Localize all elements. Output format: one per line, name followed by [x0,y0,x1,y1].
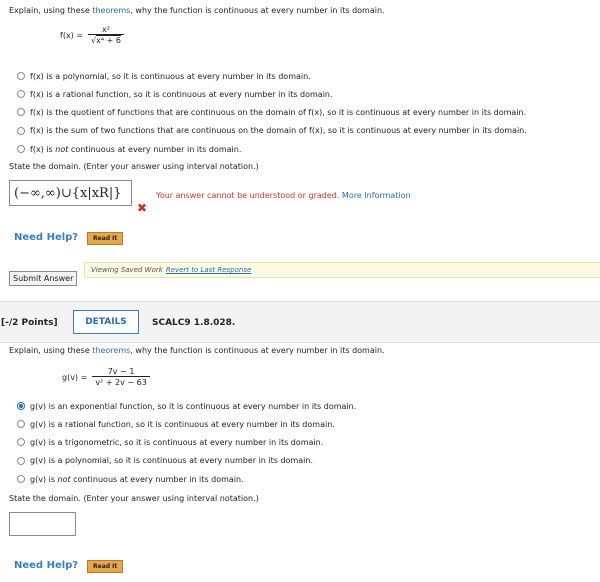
details-button[interactable]: DETAILS [73,310,139,334]
incorrect-icon: ✖ [137,201,148,215]
q1-option-1[interactable] [17,67,527,85]
q1-option-4-label: f(x) is the sum of two functions that are continuous on the domain of f(x), so it is continuous at every number in its domain. [30,126,527,135]
q2-domain-prompt: State the domain. (Enter your answer using interval notation.) [9,494,259,503]
submit-answer-button[interactable]: Submit Answer [9,271,77,286]
q2-option-2[interactable] [17,415,356,433]
q2-points: [-/2 Points] [1,318,58,328]
q1-domain-prompt: State the domain. (Enter your answer using interval notation.) [9,162,259,171]
q2-option-2-radio[interactable] [17,420,25,428]
q2-read-it-button[interactable]: Read It [87,560,123,573]
q1-prompt-text: Explain, using these [9,6,93,15]
q1-numerator: x² [102,25,110,34]
q1-error-message [156,191,411,200]
q2-problem-code: SCALC9 1.8.028. [152,318,236,328]
q1-option-4-radio[interactable] [17,127,25,135]
q2-answer-input[interactable] [9,512,76,536]
q1-options [17,67,527,158]
q2-numerator: 7v − 1 [107,367,135,376]
q2-need-help-label: Need Help? [14,560,79,571]
q1-option-1-radio[interactable] [17,72,25,80]
q1-need-help-label: Need Help? [14,232,79,243]
q1-option-3-label: f(x) is the quotient of functions that are continuous on the domain of f(x), so it is continuous at every number in its domain. [30,107,527,117]
q2-option-5-radio[interactable] [17,475,25,483]
revert-link[interactable]: Revert to Last Response [165,266,252,274]
q1-option-5[interactable] [17,140,527,158]
q2-prompt-text-end: , why the function is continuous at every number in its domain. [130,346,385,355]
q2-option-3-label: g(v) is a trigonometric, so it is continuous at every number in its domain. [30,437,324,447]
q1-read-it-button[interactable]: Read It [87,232,123,245]
q2-options [17,397,356,488]
q2-option-5[interactable] [17,470,356,488]
q1-function-label: f(x) = [60,30,84,40]
q1-option-1-label: f(x) is a polynomial, so it is continuous at every number in its domain. [30,71,311,81]
q1-radicand: x⁴ + 6 [96,36,121,45]
q2-option-4[interactable] [17,451,356,470]
q2-function [62,367,150,387]
q2-theorems-link[interactable]: theorems [92,346,131,355]
q1-option-4[interactable] [17,121,527,140]
q2-option-5-label: g(v) is not continuous at every number in its domain. [30,474,244,484]
q1-option-5-radio[interactable] [17,145,25,153]
q1-answer-input[interactable] [9,180,132,206]
q1-option-2[interactable] [17,85,527,103]
q1-function-fraction [88,25,124,45]
q2-option-1-radio[interactable] [17,402,25,410]
q2-function-label: g(v) = [62,372,88,382]
q2-option-1[interactable] [17,397,356,415]
q2-option-4-radio[interactable] [17,457,25,465]
saved-work-banner [84,262,600,278]
q1-option-5-label: f(x) is not continuous at every number in its domain. [30,144,242,154]
q2-denominator: v² + 2v − 63 [92,376,150,387]
q1-function [60,25,124,45]
q1-option-3[interactable] [17,103,527,121]
q2-function-fraction [92,367,150,387]
saved-work-text: Viewing Saved Work [91,266,163,274]
q1-answer-value: (−∞,∞)∪{x|xR|} [14,185,122,201]
q2-option-3[interactable] [17,433,356,451]
q2-option-3-radio[interactable] [17,438,25,446]
q1-prompt-text-end: , why the function is continuous at every number in its domain. [130,6,385,15]
q1-option-2-radio[interactable] [17,90,25,98]
q2-prompt [9,346,385,355]
q2-option-2-label: g(v) is a rational function, so it is continuous at every number in its domain. [30,419,335,429]
q2-option-1-label: g(v) is an exponential function, so it is continuous at every number in its domain. [30,401,357,411]
q1-denominator: √x⁴ + 6 [88,34,124,45]
q1-theorems-link[interactable]: theorems [92,6,131,15]
q1-error-text: Your answer cannot be understood or graded. [156,191,342,200]
q1-option-2-label: f(x) is a rational function, so it is continuous at every number in its domain. [30,89,333,99]
q2-option-4-label: g(v) is a polynomial, so it is continuous at every number in its domain. [30,456,313,465]
q1-prompt [9,6,385,15]
q1-option-3-radio[interactable] [17,108,25,116]
q1-more-info-link[interactable]: More Information [341,191,411,200]
q2-prompt-text: Explain, using these [9,346,93,355]
